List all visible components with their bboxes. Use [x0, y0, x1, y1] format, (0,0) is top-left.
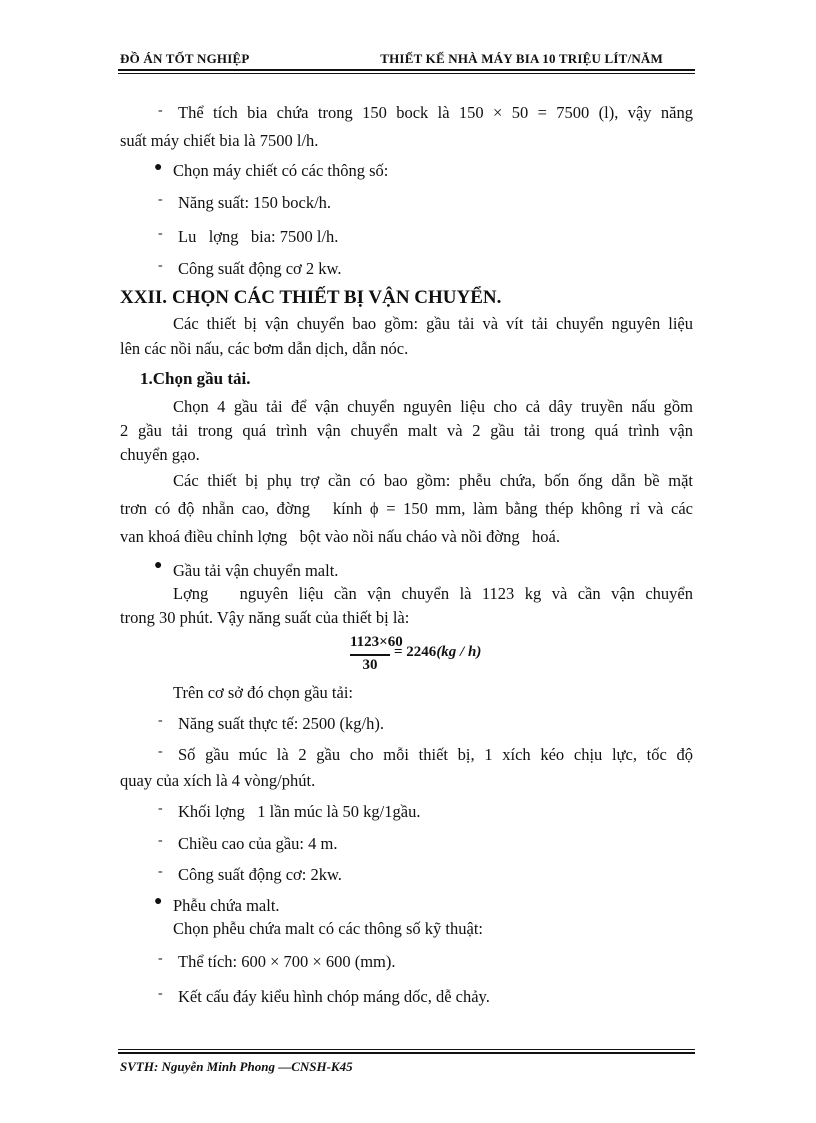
- bullet-icon: ●: [154, 894, 163, 909]
- paragraph-line: quay của xích là 4 vòng/phút.: [120, 771, 316, 790]
- list-item: Kết cấu đáy kiểu hình chóp máng dốc, dễ chảy.: [178, 987, 490, 1006]
- paragraph-line: Chọn 4 gầu tải để vận chuyển nguyên liệu cho cả dây truyền nấu gồm: [173, 397, 693, 416]
- section-title: CHỌN CÁC THIẾT BỊ VẬN CHUYỂN.: [172, 287, 502, 308]
- header-rule-thin: [118, 73, 695, 74]
- paragraph-line: trong 30 phút. Vậy năng suất của thiết bị là:: [120, 608, 410, 627]
- list-item: Năng suất: 150 bock/h.: [178, 193, 332, 212]
- dash-marker: -: [158, 951, 163, 966]
- dash-marker: -: [158, 226, 163, 241]
- dash-marker: -: [158, 258, 163, 273]
- section-number: XXII.: [120, 287, 167, 308]
- paragraph-line: 2 gầu tải trong quá trình vận chuyển malt và 2 gầu tải trong quá trình vận: [120, 421, 693, 440]
- formula-unit: (kg / h): [436, 644, 482, 660]
- paragraph-line: lên các nồi nấu, các bơm dẫn dịch, dẫn nóc.: [120, 339, 409, 358]
- header-rule-thick: [118, 69, 695, 71]
- fraction-bar: [350, 654, 390, 656]
- list-item: Số gầu múc là 2 gầu cho mỗi thiết bị, 1 xích kéo chịu lực, tốc độ: [178, 745, 693, 764]
- list-item: Chiều cao của gầu: 4 m.: [178, 834, 338, 853]
- paragraph-line: van khoá điều chỉnh lợng bột vào nồi nấu cháo và nồi đờng hoá.: [120, 527, 560, 546]
- paragraph-line: trơn có độ nhẵn cao, đờng kính ϕ = 150 mm, làm bằng thép không rỉ và các: [120, 499, 693, 518]
- bullet-hopper: Phễu chứa malt.: [173, 896, 280, 915]
- dash-marker: -: [158, 833, 163, 848]
- list-item: Thể tích: 600 × 700 × 600 (mm).: [178, 952, 396, 971]
- bullet-filler: Chọn máy chiết có các thông số:: [173, 161, 389, 180]
- bullet-bucket: Gầu tải vận chuyển malt.: [173, 561, 339, 580]
- formula-numerator: 1123×60: [350, 634, 403, 650]
- paragraph-line: Chọn phễu chứa malt có các thông số kỹ thuật:: [173, 919, 483, 938]
- list-item: Công suất động cơ 2 kw.: [178, 259, 342, 278]
- dash-marker: -: [158, 103, 163, 118]
- bullet-icon: ●: [154, 160, 163, 175]
- list-item: Công suất động cơ: 2kw.: [178, 865, 342, 884]
- footer-rule-thin: [118, 1049, 695, 1050]
- list-item: Lu lợng bia: 7500 l/h.: [178, 227, 339, 246]
- dash-marker: -: [158, 713, 163, 728]
- formula-result-value: = 2246: [394, 644, 437, 660]
- formula-denominator: 30: [362, 657, 378, 673]
- paragraph-line: Các thiết bị phụ trợ cần có bao gồm: phễu chứa, bốn ống dẫn bề mặt: [173, 471, 693, 490]
- bullet-icon: ●: [154, 558, 163, 573]
- paragraph-line: chuyển gạo.: [120, 445, 200, 464]
- dash-marker: -: [158, 801, 163, 816]
- dash-marker: -: [158, 744, 163, 759]
- footer-rule-thick: [118, 1052, 695, 1054]
- paragraph-line: suất máy chiết bia là 7500 l/h.: [120, 131, 319, 150]
- paragraph-line: Thể tích bia chứa trong 150 bock là 150 × 50 = 7500 (l), vậy năng: [178, 103, 693, 122]
- subsection-title: 1.Chọn gầu tải.: [140, 369, 251, 388]
- list-item: Khối lợng 1 lần múc là 50 kg/1gầu.: [178, 802, 421, 821]
- dash-marker: -: [158, 986, 163, 1001]
- header-right-title: THIẾT KẾ NHÀ MÁY BIA 10 TRIỆU LÍT/NĂM: [380, 51, 663, 66]
- list-item: Năng suất thực tế: 2500 (kg/h).: [178, 714, 384, 733]
- page-footer: SVTH: Nguyễn Minh Phong —CNSH-K45: [120, 1059, 353, 1074]
- paragraph-line: Lợng nguyên liệu cần vận chuyển là 1123 kg và cần vận chuyển: [173, 584, 693, 603]
- formula-result: [394, 644, 481, 661]
- dash-marker: -: [158, 192, 163, 207]
- header-left-title: ĐỒ ÁN TỐT NGHIỆP: [120, 51, 250, 66]
- paragraph-line: Trên cơ sở đó chọn gầu tải:: [173, 683, 353, 702]
- paragraph-line: Các thiết bị vận chuyển bao gồm: gầu tải và vít tải chuyển nguyên liệu: [173, 314, 693, 333]
- dash-marker: -: [158, 864, 163, 879]
